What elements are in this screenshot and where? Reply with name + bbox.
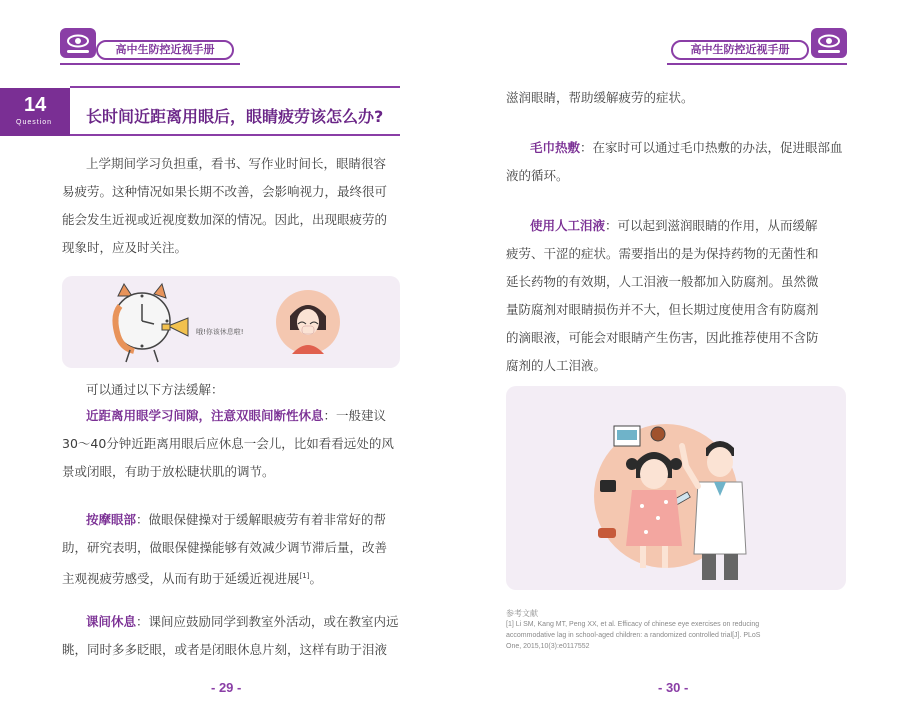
method-3-paragraph	[62, 608, 402, 664]
header-rule	[667, 63, 847, 65]
method-2-key: 按摩眼部	[86, 512, 137, 527]
method-1-key: 近距离用眼学习间隙，注意双眼间断性休息	[86, 408, 324, 423]
method-2-line: ：做眼保健操对于缓解眼疲劳有着非常好的帮	[136, 512, 387, 527]
method-2-line: 主观视疲劳感受，从而有助于延缓近视进展	[62, 571, 300, 587]
question-title: 长时间近距离用眼后，眼睛疲劳该怎么办?	[86, 107, 384, 126]
reference-line: accommodative lag in school-aged children: a randomized controlled trial[J]. PLoS	[506, 632, 761, 639]
intro-line: 易疲劳。这种情况如果长期不改善，会影响视力，最终很可	[62, 184, 388, 199]
method-4-key: 毛巾热敷	[530, 140, 581, 155]
method-5-line: 延长药物的有效期，人工泪液一般都加入防腐剂。虽然微	[506, 274, 819, 289]
intro-line: 上学期间学习负担重，看书、写作业时间长，眼睛很容	[86, 156, 387, 171]
method-3-line: ：课间应鼓励同学到教室外活动，或在教室内远	[136, 614, 399, 629]
reference-line: One, 2015,10(3):e0117552	[506, 643, 590, 650]
intro-line: 能会发生近视或近视度数加深的情况。因此，出现眼疲劳的	[62, 212, 388, 227]
method-5-line: 的滴眼液，可能会对眼睛产生伤害，因此推荐使用不含防	[506, 330, 819, 345]
question-word: Question	[16, 119, 53, 126]
question-badge	[0, 88, 70, 136]
question-bottom-rule	[70, 134, 400, 136]
method-4-paragraph	[506, 134, 851, 190]
method-5-key: 使用人工泪液	[530, 218, 606, 233]
references	[506, 608, 856, 652]
left-page	[0, 0, 453, 718]
page-number: - 29 -	[211, 680, 242, 695]
method-5-line: ：可以起到滋润眼睛的作用，从而缓解	[605, 218, 818, 233]
method-4-line: ：在家时可以通过毛巾热敷的办法，促进眼部血	[580, 140, 843, 155]
header-rule	[60, 63, 240, 65]
citation-marker: [1]	[299, 572, 310, 580]
header-title: 高中生防控近视手册	[671, 40, 809, 60]
method-5-line: 量防腐剂对眼睛损伤并不大，但长期过度使用含有防腐剂	[506, 302, 819, 317]
illustration-panel	[62, 276, 400, 368]
eye-logo-icon	[60, 28, 96, 58]
doctor-girl-illustration	[506, 386, 846, 590]
doctor-illustration-panel	[506, 386, 846, 590]
continued-line: 滋润眼睛，帮助缓解疲劳的症状。	[506, 90, 694, 105]
question-top-rule	[70, 86, 400, 88]
method-1-paragraph	[62, 402, 402, 486]
method-2-paragraph	[62, 506, 402, 593]
method-5-paragraph	[506, 212, 851, 380]
method-5-line: 腐剂的人工泪液。	[506, 358, 607, 373]
method-4-line: 液的循环。	[506, 168, 569, 183]
reference-line: [1] Li SM, Kang MT, Peng XX, et al. Efficacy of chinese eye exercises on reducing	[506, 621, 760, 628]
left-header	[60, 28, 240, 64]
question-number: 14	[24, 94, 47, 116]
method-1-line: 30～40分钟近距离用眼后应休息一会儿，比如看看远处的风	[62, 436, 394, 451]
eye-logo-icon	[811, 28, 847, 58]
right-header	[667, 28, 847, 64]
page-number: - 30 -	[658, 680, 689, 695]
intro-paragraph	[62, 150, 402, 262]
method-1-line: ：一般建议	[323, 408, 387, 423]
references-title: 参考文献	[506, 609, 538, 618]
method-3-line: 眺，同时多多眨眼，或者是闭眼休息片刻，这样有助于泪液	[62, 642, 388, 657]
right-page	[454, 0, 907, 718]
header-title: 高中生防控近视手册	[96, 40, 234, 60]
lead-in: 可以通过以下方法缓解：	[86, 382, 224, 397]
intro-line: 现象时，应及时关注。	[62, 240, 188, 255]
clock-cat-illustration	[62, 276, 400, 368]
method-2-line: 助，研究表明，做眼保健操能够有效减少调节滞后量，改善	[62, 540, 388, 555]
method-1-line: 景或闭眼，有助于放松睫状肌的调节。	[62, 464, 275, 479]
method-5-line: 疲劳、干涩的症状。需要指出的是为保持药物的无菌性和	[506, 246, 819, 261]
method-3-key: 课间休息	[86, 614, 137, 629]
method-2-end: 。	[309, 571, 322, 587]
speech-text: 哦!你该休息啦!	[196, 328, 244, 336]
